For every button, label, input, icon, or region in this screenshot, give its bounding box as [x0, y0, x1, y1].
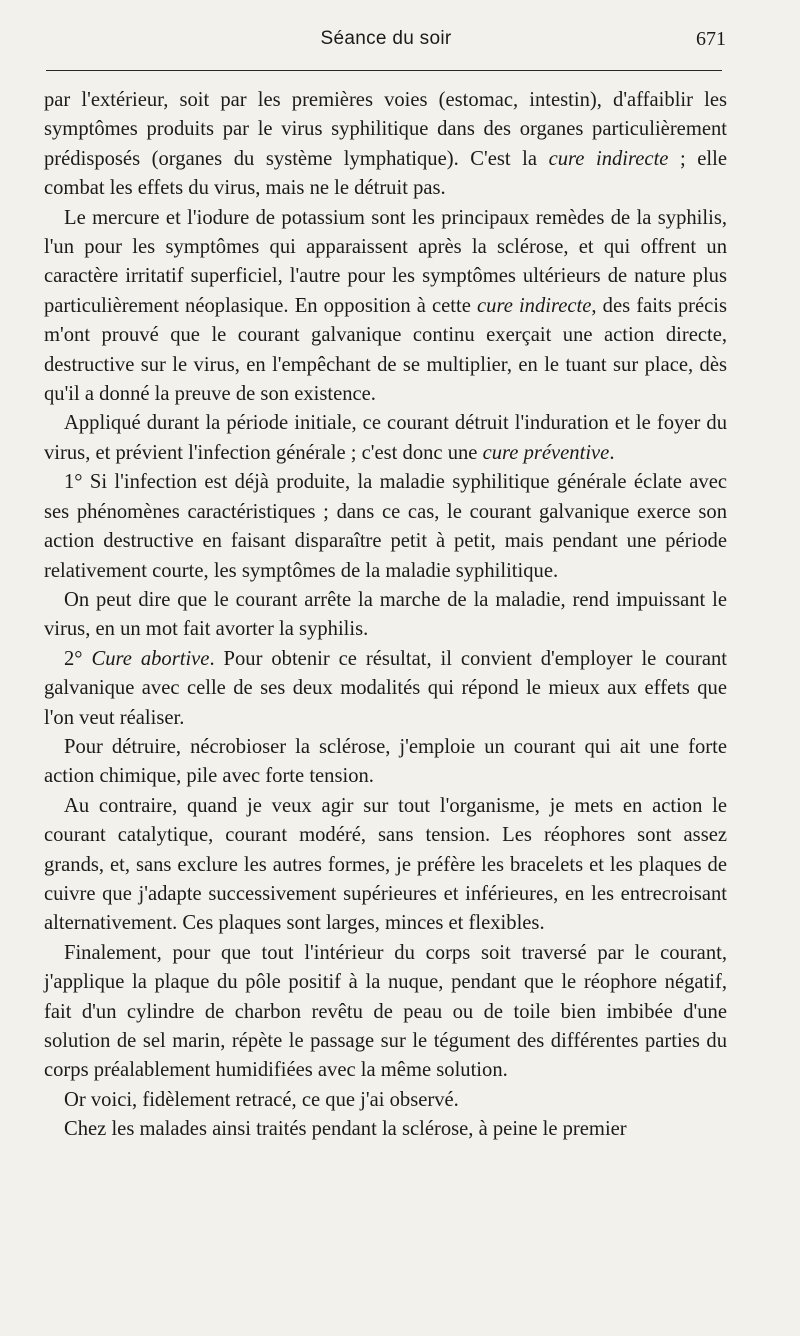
- paragraph-10: Or voici, fidèlement retracé, ce que j'ai observé.: [64, 1088, 459, 1111]
- running-title: Séance du soir: [320, 28, 452, 49]
- paragraph-6: 2° Cure abortive. Pour obtenir ce résultat, il convient d'employer le courant galvanique avec celle de ses deux modalités qui répond le mieux aux effets que l'on veut réaliser.: [44, 647, 727, 729]
- paragraph-5: On peut dire que le courant arrête la marche de la maladie, rend impuissant le virus, en un mot fait avorter la syphilis.: [44, 588, 727, 641]
- page-number: 671: [696, 28, 726, 50]
- paragraph-9: Finalement, pour que tout l'intérieur du corps soit traversé par le courant, j'applique la plaque du pôle positif à la nuque, pendant que le réophore négatif, fait d'un cylindre de charbon revêtu de peau ou de toile bien imbibée d'une solution de sel marin, répète le passage sur le tégument des différentes parties du corps préalablement humidifiées avec la même solution.: [44, 941, 727, 1082]
- paragraph-7: Pour détruire, nécrobioser la sclérose, j'emploie un courant qui ait une forte action chimique, pile avec forte tension.: [44, 735, 727, 788]
- paragraph-11: Chez les malades ainsi traités pendant la sclérose, à peine le premier: [64, 1118, 627, 1141]
- paragraph-3: Appliqué durant la période initiale, ce courant détruit l'induration et le foyer du virus, et prévient l'infection générale ; c'est donc une cure préventive.: [44, 412, 727, 464]
- paragraph-1: par l'extérieur, soit par les premières voies (estomac, intestin), d'affaiblir les symptômes produits par le virus syphilitique dans des organes particulièrement prédisposés (organes du système lymphatique). C'est la cure indirecte ; elle combat les effets du virus, mais ne le détruit pas.: [44, 89, 727, 200]
- body-text: [44, 86, 727, 1145]
- paragraph-4: 1° Si l'infection est déjà produite, la maladie syphilitique générale éclate avec ses phénomènes caractéristiques ; dans ce cas, le courant galvanique exerce son action destructive en faisant disparaître petit à petit, mais pendant une période relativement courte, les symptômes de la maladie syphilitique.: [44, 471, 727, 582]
- header-rule: [46, 70, 722, 71]
- paragraph-8: Au contraire, quand je veux agir sur tout l'organisme, je mets en action le courant catalytique, courant modéré, sans tension. Les réophores sont assez grands, et, sans exclure les autres formes, je préfère les bracelets et les plaques de cuivre que j'adapte successivement supérieures et inférieures, en les entrecroisant alternativement. Ces plaques sont larges, minces et flexibles.: [44, 794, 727, 935]
- page-header: [46, 28, 726, 60]
- paragraph-2: Le mercure et l'iodure de potassium sont les principaux remèdes de la syphilis, l'un pour les symptômes qui apparaissent après la sclérose, et qui offrent un caractère irritatif superficiel, l'autre pour les symptômes ultérieurs de nature plus particulièrement néoplasique. En opposition à cette cure indirecte, des faits précis m'ont prouvé que le courant galvanique continu exerçait une action directe, destructive sur le virus, en l'empêchant de se multiplier, en le tuant sur place, dès qu'il a donné la preuve de son existence.: [44, 206, 727, 406]
